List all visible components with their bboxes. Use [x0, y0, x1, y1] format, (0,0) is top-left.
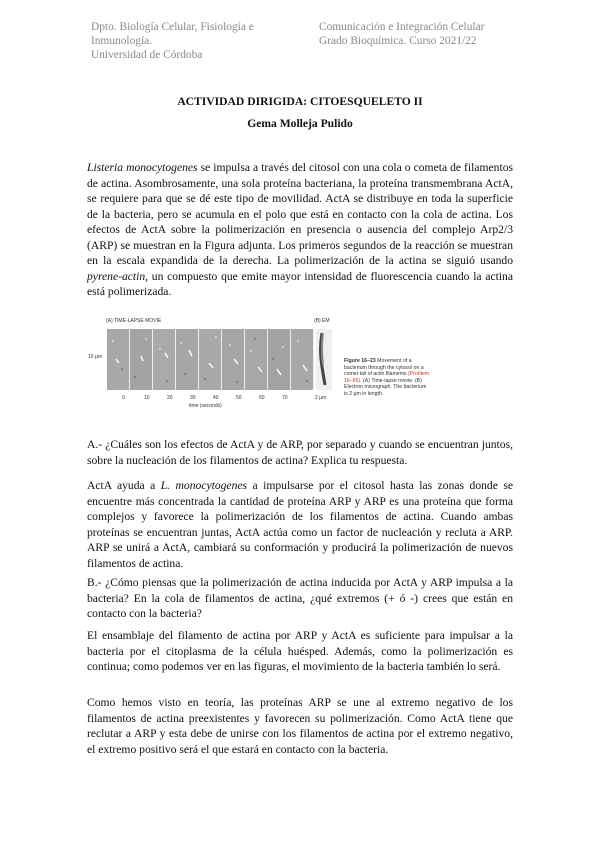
frame-image — [130, 329, 152, 390]
frame-image — [245, 329, 267, 390]
frame-image — [107, 329, 129, 390]
time-tick: 70 — [282, 395, 288, 401]
time-tick: 30 — [190, 395, 196, 401]
movie-frame — [130, 329, 153, 390]
time-tick: 40 — [213, 395, 219, 401]
movie-frame — [291, 329, 314, 390]
figure-time-lapse — [88, 316, 388, 416]
time-tick: 20 — [167, 395, 173, 401]
intro-italic-compound: pyrene-actin — [87, 269, 146, 283]
answer-a-italic: L. monocytogenes — [160, 479, 248, 492]
em-scale-label: 2 µm — [315, 395, 327, 401]
scale-bar-label: 10 µm — [88, 354, 102, 360]
question-a: A.- ¿Cuáles son los efectos de ActA y de ARP, por separado y cuando se encuentran juntos, sobre la nucleación de los filamentos de actina? Explica tu respuesta. — [87, 438, 513, 467]
figure-caption — [344, 358, 430, 398]
frame-image — [176, 329, 198, 390]
panel-a-label: (A) TIME-LAPSE MOVIE — [106, 318, 162, 324]
movie-frame — [222, 329, 245, 390]
header-course-line-2: Grado Bioquímica. Curso 2021/22 — [319, 35, 477, 47]
answer-a-text-1: ActA ayuda a — [87, 479, 161, 492]
movie-frame — [199, 329, 222, 390]
author-name: Gema Molleja Pulido — [247, 117, 353, 130]
answer-a-text-2: a impulsarse por el citosol hasta las zonas donde se encuentre más concentrada la cantidad de proteína ARP y ARP es una proteína que forma complejos y favorece la polimerización de los filamentos de actina. Cuando ambas proteínas se encuentran juntas, ActA actúa como un factor de nucleación y recluta a ARP. ARP se unirá a ActA, cambiará su conformación y producirá la polimerización de nuevos filamentos de actina. — [87, 479, 513, 570]
answer-b-paragraph-2: Como hemos visto en teoría, las proteínas ARP se une al extremo negativo de los filamentos de actina preexistentes y favorecen su polimerización. Como ActA tiene que reclutar a ARP y esta debe de unirse con los filamentos de actina por el extremo negativo, el extremo positivo será el que estará en contacto con la bacteria. — [87, 696, 513, 756]
answer-b-paragraph-1: El ensamblaje del filamento de actina por ARP y ActA es suficiente para impulsar a la bacteria por el citoplasma de la célula huésped. Además, como la polimerización es continua; como podemos ver en las figuras, el movimiento de la bacteria también lo será. — [87, 629, 513, 673]
movie-frame — [153, 329, 176, 390]
panel-b-label: (B) EM — [314, 318, 330, 324]
time-tick: 10 — [144, 395, 150, 401]
caption-problem-ref: (Problem 16–65). — [344, 371, 430, 384]
movie-frame — [107, 329, 130, 390]
frame-image — [153, 329, 175, 390]
caption-tail: (A) Time-lapse movie. (B) Electron micrograph. The bacterium is 2 µm in length. — [344, 377, 427, 397]
question-b: B.- ¿Cómo piensas que la polimerización de actina inducida por ActA y ARP impulsa a la bacteria? En la cola de filamentos de actina, ¿qué extremos (+ ó -) crees que están en contacto con la bacteria? — [87, 576, 513, 620]
header-line-3: Universidad de Córdoba — [91, 49, 203, 61]
frame-image — [222, 329, 244, 390]
document-title: ACTIVIDAD DIRIGIDA: CITOESQUELETO II — [177, 95, 423, 108]
time-tick: 60 — [259, 395, 265, 401]
caption-figure-number: Figure 16–23 — [344, 358, 376, 364]
intro-paragraph — [87, 160, 513, 300]
header-course-line-1: Comunicación e Integración Celular — [319, 21, 485, 33]
intro-text-2: , un compuesto que emite mayor intensidad de fluorescencia cuando la actina está polimerizada. — [87, 269, 513, 298]
time-tick: 0 — [122, 395, 125, 401]
movie-frame — [245, 329, 268, 390]
frame-image — [199, 329, 221, 390]
answer-a — [87, 478, 513, 571]
movie-frame — [176, 329, 199, 390]
frame-image — [268, 329, 290, 390]
intro-text-1: se impulsa a través del citosol con una cola o cometa de filamentos de actina. Asombrosamente, una sola proteína bacteriana, la proteína transmembrana ActA, se requiere para que se dé este tipo de movilidad. ActA se distribuye en toda la superficie de la bacteria, pero se acumula en el polo que está en contacto con la cola de actina. Los efectos de ActA sobre la polimerización en presencia o ausencia del complejo Arp2/3 (ARP) se muestran en la Figura adjunta. Los primeros segundos de la reacción se muestran en la escala expandida de la derecha. La polimerización de la actina se siguió usando — [87, 161, 513, 267]
header-line-1: Dpto. Biología Celular, Fisiología e — [91, 21, 254, 33]
time-axis-label: time (seconds) — [189, 403, 222, 409]
frame-image — [291, 329, 313, 390]
caption-text: Movement of a bacterium through the cytosol on a comet tail of actin filaments — [344, 358, 424, 378]
header-department — [91, 20, 291, 62]
header-course — [319, 20, 539, 48]
header-line-2: Inmunología. — [91, 35, 153, 47]
movie-frame — [268, 329, 291, 390]
micrograph-image — [316, 329, 332, 390]
time-tick: 50 — [236, 395, 242, 401]
electron-micrograph — [316, 329, 332, 390]
intro-italic-species: Listeria monocytogenes — [87, 161, 198, 174]
